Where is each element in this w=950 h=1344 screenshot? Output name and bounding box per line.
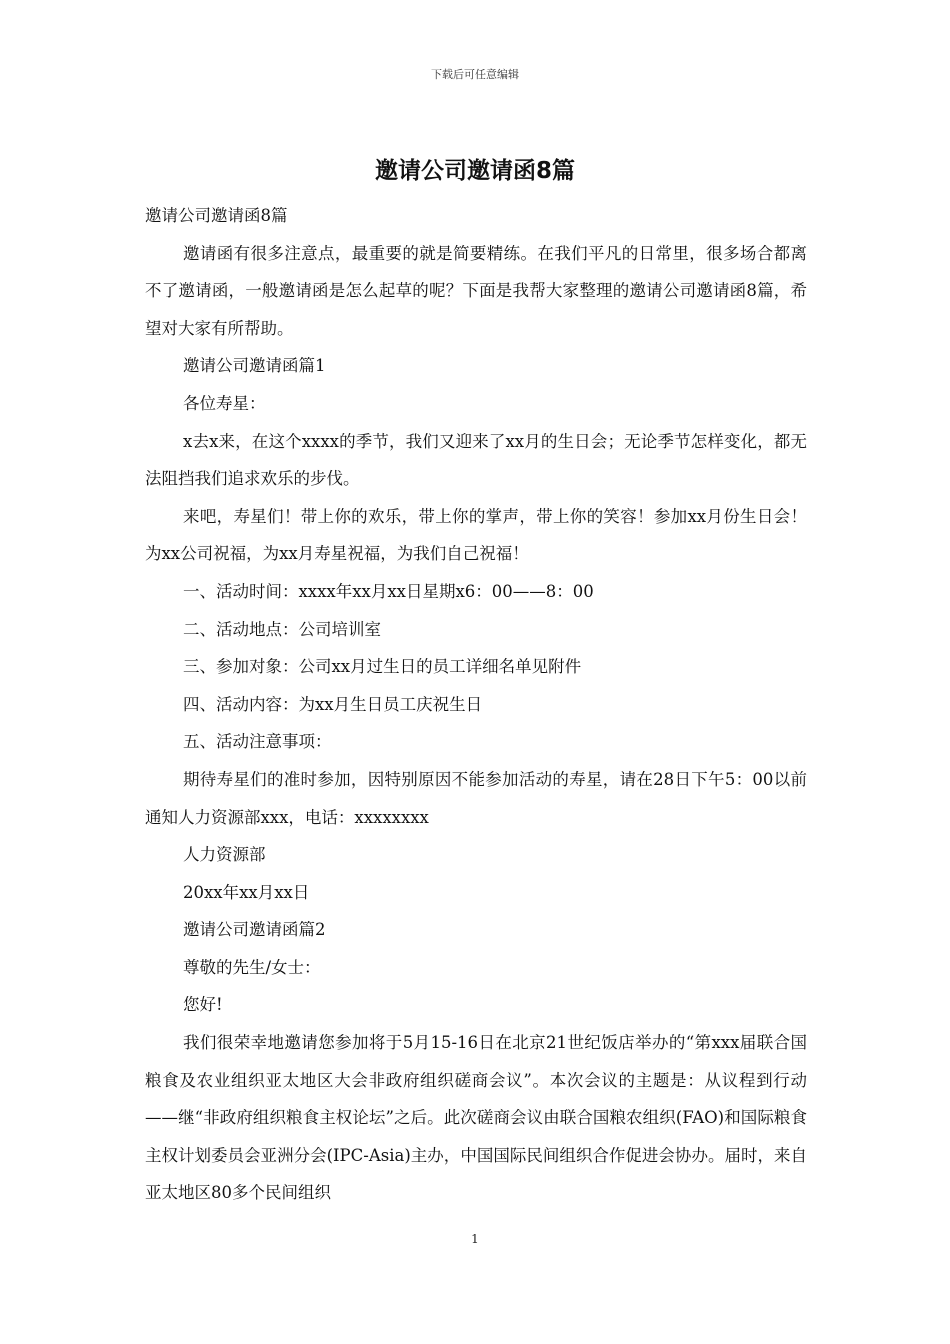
body-paragraph: 人力资源部 <box>183 845 266 865</box>
body-paragraph: 我们很荣幸地邀请您参加将于5月15-16日在北京21世纪饭店举办的“第xxx届联合国粮食及农业组织亚太地区大会非政府组织磋商会议”。本次会议的主题是：从议程到行动——继“非政府组织粮食主权论坛”之后。此次磋商会议由联合国粮农组织(FAO)和国际粮食主权计划委员会亚洲分会(IPC-Asia)主办，中国国际民间组织合作促进会协办。届时，来自亚太地区80多个民间组织 <box>145 1033 807 1203</box>
body-paragraph: 期待寿星们的准时参加，因特别原因不能参加活动的寿星，请在28日下午5：00以前通知人力资源部xxx，电话：xxxxxxxx <box>145 769 807 827</box>
body-paragraph: 三、参加对象：公司xx月过生日的员工详细名单见附件 <box>183 657 582 677</box>
body-paragraph: 邀请公司邀请函篇1 <box>183 356 326 376</box>
document-body <box>145 197 807 1212</box>
body-paragraph: 尊敬的先生/女士： <box>183 957 321 977</box>
body-paragraph: x去x来，在这个xxxx的季节，我们又迎来了xx月的生日会；无论季节怎样变化，都无法阻挡我们追求欢乐的步伐。 <box>145 431 807 489</box>
body-paragraph: 五、活动注意事项： <box>183 732 332 752</box>
body-paragraph: 各位寿星： <box>183 393 266 413</box>
body-paragraph: 20xx年xx月xx日 <box>183 882 310 902</box>
page-title: 邀请公司邀请函8篇 <box>374 158 575 184</box>
body-paragraph: 邀请公司邀请函8篇 <box>145 206 288 225</box>
body-paragraph: 邀请函有很多注意点，最重要的就是简要精练。在我们平凡的日常里，很多场合都离不了邀请函，一般邀请函是怎么起草的呢？下面是我帮大家整理的邀请公司邀请函8篇，希望对大家有所帮助。 <box>145 243 807 338</box>
body-paragraph: 二、活动地点：公司培训室 <box>183 619 381 639</box>
body-paragraph: 一、活动时间：xxxx年xx月xx日星期x6：00——8：00 <box>183 581 594 601</box>
body-paragraph: 四、活动内容：为xx月生日员工庆祝生日 <box>183 694 483 714</box>
body-paragraph: 来吧，寿星们！带上你的欢乐，带上你的掌声，带上你的笑容！参加xx月份生日会！为xx公司祝福，为xx月寿星祝福，为我们自己祝福！ <box>145 506 807 564</box>
header-note: 下载后可任意编辑 <box>431 68 519 81</box>
body-paragraph: 您好! <box>183 995 223 1015</box>
body-paragraph: 邀请公司邀请函篇2 <box>183 920 326 940</box>
page-number: 1 <box>471 1232 479 1246</box>
